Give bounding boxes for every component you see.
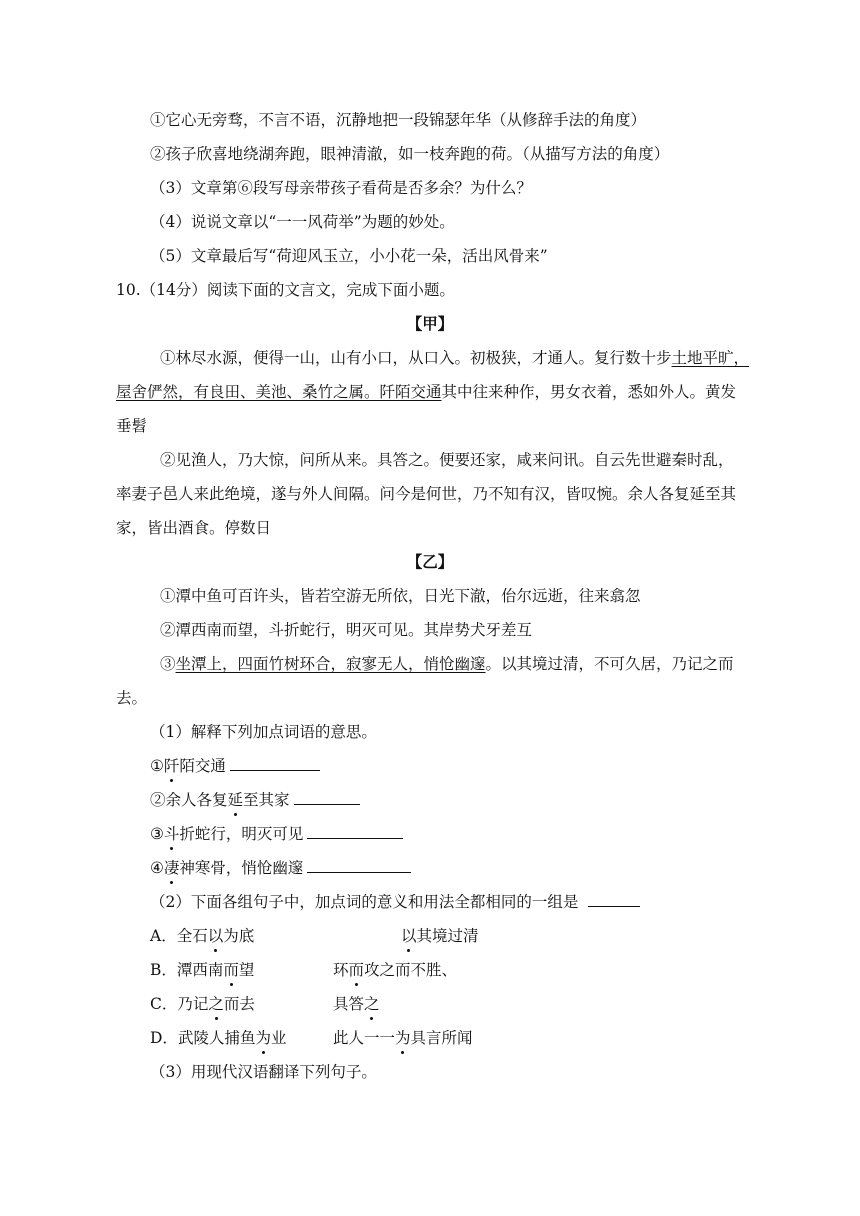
text: 此人一一 bbox=[333, 1029, 396, 1047]
jia-p1-underline-1: 土地平旷， bbox=[671, 349, 750, 367]
option-a-left bbox=[150, 925, 254, 947]
option-label: A． bbox=[150, 927, 177, 945]
dotted-word: 阡 bbox=[163, 757, 180, 775]
yi-p3-underline: 坐潭上，四面竹树环合，寂寥无人，悄怆幽邃 bbox=[175, 655, 486, 673]
answer-blank-choice[interactable] bbox=[588, 892, 640, 907]
sub3-prompt: （3）用现代汉语翻译下列句子。 bbox=[150, 1063, 377, 1081]
text: 为底 bbox=[223, 927, 255, 945]
q9-sentence-1: ①它心无旁骛，不言不语，沉静地把一段锦瑟年华（从修辞手法的角度） bbox=[150, 111, 647, 129]
dotted-word: 以 bbox=[401, 927, 417, 945]
sub1-item-4 bbox=[150, 857, 411, 879]
sub1-prompt: （1）解释下列加点词语的意思。 bbox=[150, 723, 377, 741]
dotted-word: 延 bbox=[227, 791, 244, 809]
option-d-left bbox=[150, 1027, 286, 1049]
option-b-right bbox=[333, 959, 457, 981]
q9-sub4: （4）说说文章以“一一风荷举”为题的妙处。 bbox=[150, 213, 455, 231]
text: 乃记 bbox=[177, 995, 209, 1013]
sub1-item-2 bbox=[150, 789, 360, 811]
text: 武陵人捕鱼 bbox=[177, 1029, 256, 1047]
jia-title: 【甲】 bbox=[406, 314, 454, 333]
yi-p3-rest: 。以其境过清，不可久居，乃记之而 bbox=[485, 655, 734, 673]
yi-title: 【乙】 bbox=[406, 552, 454, 571]
item-prefix: ④ bbox=[150, 859, 164, 877]
jia-p2-line2: 率妻子邑人来此绝境，遂与外人间隔。问今是何世，乃不知有汉，皆叹惋。余人各复延至其 bbox=[116, 485, 737, 503]
option-c-right bbox=[333, 993, 380, 1015]
sub1-item-3 bbox=[150, 823, 403, 845]
text: 全石 bbox=[176, 927, 208, 945]
item-prefix: ③ bbox=[150, 825, 164, 843]
option-a-right bbox=[401, 925, 479, 947]
jia-p1-underline-2: 屋舍俨然，有良田、美池、桑竹之属。阡陌交通 bbox=[116, 383, 442, 401]
q9-sub3: （3）文章第⑥段写母亲带孩子看荷是否多余？为什么？ bbox=[150, 179, 532, 197]
answer-blank-3[interactable] bbox=[307, 824, 403, 839]
text: 潭西南 bbox=[176, 961, 224, 979]
item-suffix: 陌交通 bbox=[179, 757, 226, 775]
sub1-item-1 bbox=[150, 755, 320, 777]
answer-blank-1[interactable] bbox=[230, 756, 320, 771]
yi-p3-line2: 去。 bbox=[116, 689, 148, 707]
text: 业 bbox=[270, 1029, 287, 1047]
dotted-word: 斗 bbox=[163, 825, 180, 843]
item-suffix: 折蛇行，明灭可见 bbox=[179, 825, 304, 843]
q10-heading: 10.（14分）阅读下面的文言文，完成下面小题。 bbox=[116, 281, 455, 299]
option-b-left bbox=[150, 959, 254, 981]
dotted-word: 以 bbox=[207, 927, 224, 945]
option-label: D． bbox=[150, 1029, 178, 1047]
q9-sentence-2: ②孩子欣喜地绕湖奔跑，眼神清澈，如一枝奔跑的荷。（从描写方法的角度） bbox=[150, 145, 670, 163]
jia-p1-line1 bbox=[160, 347, 749, 369]
item-prefix: ②余人各复 bbox=[150, 791, 228, 809]
answer-blank-4[interactable] bbox=[307, 858, 411, 873]
item-suffix: 神寒骨，悄怆幽邃 bbox=[179, 859, 304, 877]
item-prefix: ① bbox=[150, 757, 164, 775]
text: 攻之而不胜、 bbox=[364, 961, 458, 979]
jia-p1-text-a: ①林尽水源，便得一山，山有小口，从口入。初极狭，才通人。复行数十步 bbox=[160, 349, 672, 367]
text: 环 bbox=[333, 961, 349, 979]
dotted-word: 而 bbox=[223, 961, 239, 979]
text: 而去 bbox=[223, 995, 255, 1013]
option-label: B． bbox=[150, 961, 177, 979]
dotted-word: 凄 bbox=[163, 859, 180, 877]
option-c-left bbox=[150, 993, 255, 1015]
yi-p1: ①潭中鱼可百许头，皆若空游无所依，日光下澈，佁尔远逝，往来翕忽 bbox=[160, 587, 641, 605]
yi-p2: ②潭西南而望，斗折蛇行，明灭可见。其岸势犬牙差互 bbox=[160, 621, 533, 639]
yi-p3-num: ③ bbox=[160, 655, 176, 673]
dotted-word: 为 bbox=[255, 1029, 271, 1047]
text: 望 bbox=[238, 961, 255, 979]
jia-p1-line3: 垂髫 bbox=[116, 417, 148, 435]
yi-p3-line1 bbox=[160, 653, 734, 675]
q9-sub5: （5）文章最后写“荷迎风玉立，小小花一朵，活出风骨来” bbox=[150, 247, 548, 265]
option-d-right bbox=[333, 1027, 473, 1049]
jia-p1-text-b: 其中往来种作，男女衣着，悉如外人。黄发 bbox=[441, 383, 737, 401]
jia-p2-line3: 家，皆出酒食。停数日 bbox=[116, 519, 272, 537]
option-label: C． bbox=[150, 995, 178, 1013]
item-suffix: 至其家 bbox=[243, 791, 290, 809]
sub2-prompt-text: （2）下面各组句子中，加点词的意义和用法全都相同的一组是 bbox=[150, 893, 579, 911]
text: 具答 bbox=[333, 995, 365, 1013]
dotted-word: 为 bbox=[395, 1029, 411, 1047]
jia-p1-line2 bbox=[116, 381, 736, 403]
dotted-word: 之 bbox=[364, 995, 380, 1013]
text: 其境过清 bbox=[416, 927, 479, 945]
sub2-prompt bbox=[150, 891, 640, 913]
answer-blank-2[interactable] bbox=[294, 790, 360, 805]
dotted-word: 而 bbox=[348, 961, 365, 979]
dotted-word: 之 bbox=[208, 995, 224, 1013]
text: 具言所闻 bbox=[410, 1029, 473, 1047]
jia-p2-line1: ②见渔人，乃大惊，问所从来。具答之。便要还家，咸来问讯。自云先世避秦时乱， bbox=[160, 451, 734, 469]
